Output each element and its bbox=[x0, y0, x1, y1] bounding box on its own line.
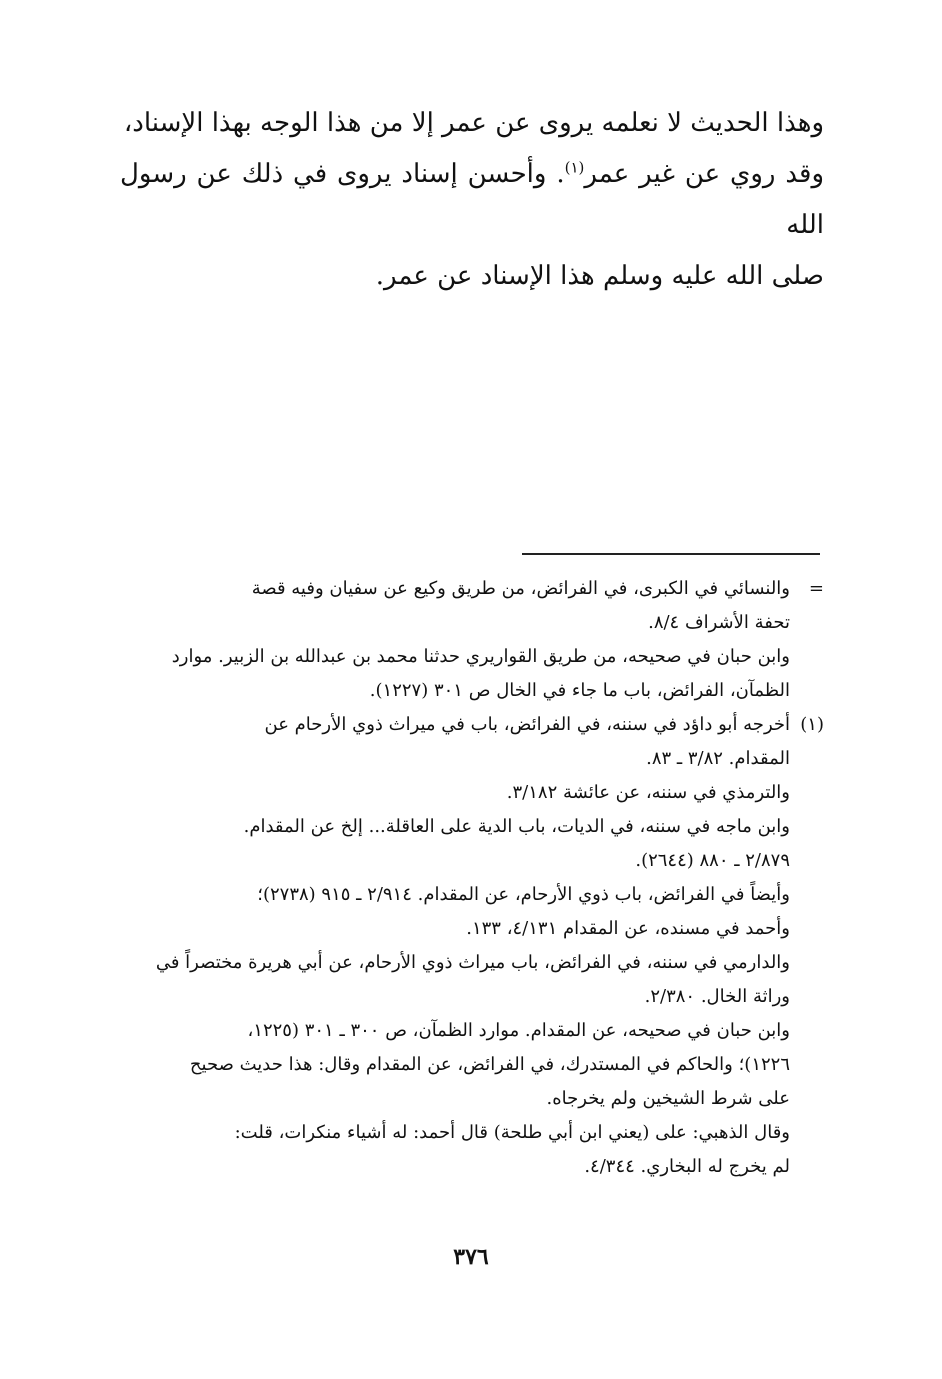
footnote-line: لم يخرج له البخاري. ٤/٣٤٤. bbox=[584, 1156, 790, 1177]
footnote-line: على شرط الشيخين ولم يخرجاه. bbox=[546, 1088, 790, 1109]
footnote-line: ١٢٢٦)؛ والحاكم في المستدرك، في الفرائض، عن المقدام وقال: هذا حديث صحيح bbox=[189, 1054, 790, 1075]
footnote-item bbox=[120, 708, 824, 776]
main-text bbox=[120, 98, 824, 302]
footnote-line: وأحمد في مسنده، عن المقدام ٤/١٣١، ١٣٣. bbox=[466, 918, 790, 939]
footnote-line: والنسائي في الكبرى، في الفرائض، من طريق وكيع عن سفيان وفيه قصة bbox=[251, 578, 790, 599]
footnote-line: وراثة الخال. ٢/٣٨٠. bbox=[644, 986, 790, 1007]
footnote-line: تحفة الأشراف ٨/٤. bbox=[648, 612, 790, 633]
footnote-line: وابن حبان في صحيحه، من طريق القواريري حدثنا محمد بن عبدالله بن الزبير. موارد bbox=[171, 646, 790, 667]
footnote-reference[interactable]: (١) bbox=[564, 158, 585, 177]
footnote-item bbox=[120, 946, 824, 1014]
footnote-line: والترمذي في سننه، عن عائشة ٣/١٨٢. bbox=[506, 782, 790, 803]
footnote-marker: (١) bbox=[800, 714, 824, 735]
footnote-item bbox=[120, 878, 824, 946]
footnotes-section bbox=[120, 572, 824, 1184]
footnote-line: وأيضاً في الفرائض، باب ذوي الأرحام، عن المقدام. ٢/٩١٤ ـ ٩١٥ (٢٧٣٨)؛ bbox=[257, 884, 790, 905]
footnote-line: الظمآن، الفرائض، باب ما جاء في الخال ص ٣٠١ (١٢٢٧). bbox=[369, 680, 790, 701]
footnote-item bbox=[120, 1116, 824, 1184]
footnote-line: والدارمي في سننه، في الفرائض، باب ميراث ذوي الأرحام، عن أبي هريرة مختصراً في bbox=[155, 952, 790, 973]
footnote-item bbox=[120, 640, 824, 708]
footnote-item bbox=[120, 776, 824, 810]
main-line: وهذا الحديث لا نعلمه يروى عن عمر إلا من هذا الوجه بهذا الإسناد، bbox=[123, 108, 824, 138]
footnote-item bbox=[120, 810, 824, 878]
footnote-line: أخرجه أبو داؤد في سننه، في الفرائض، باب في ميراث ذوي الأرحام عن bbox=[264, 714, 790, 735]
footnote-item bbox=[120, 572, 824, 640]
main-text-segment: . وأحسن إسناد يروى في ذلك عن رسول الله bbox=[120, 159, 824, 240]
footnote-line: ٢/٨٧٩ ـ ٨٨٠ (٢٦٤٤). bbox=[635, 850, 790, 871]
page-number: ٣٧٦ bbox=[453, 1244, 489, 1270]
footnote-separator bbox=[522, 553, 820, 555]
footnote-item bbox=[120, 1014, 824, 1116]
footnote-line: وقال الذهبي: على (يعني ابن أبي طلحة) قال أحمد: له أشياء منكرات، قلت: bbox=[234, 1122, 790, 1143]
main-line: صلى الله عليه وسلم هذا الإسناد عن عمر. bbox=[375, 261, 824, 291]
footnote-line: وابن ماجه في سننه، في الديات، باب الدية على العاقلة... إلخ عن المقدام. bbox=[243, 816, 790, 837]
main-line bbox=[120, 149, 824, 251]
footnote-line: المقدام. ٣/٨٢ ـ ٨٣. bbox=[646, 748, 790, 769]
footnote-line: وابن حبان في صحيحه، عن المقدام. موارد الظمآن، ص ٣٠٠ ـ ٣٠١ (١٢٢٥، bbox=[247, 1020, 790, 1041]
footnote-marker: = bbox=[808, 578, 824, 599]
main-text-segment: وقد روي عن غير عمر bbox=[584, 159, 824, 189]
